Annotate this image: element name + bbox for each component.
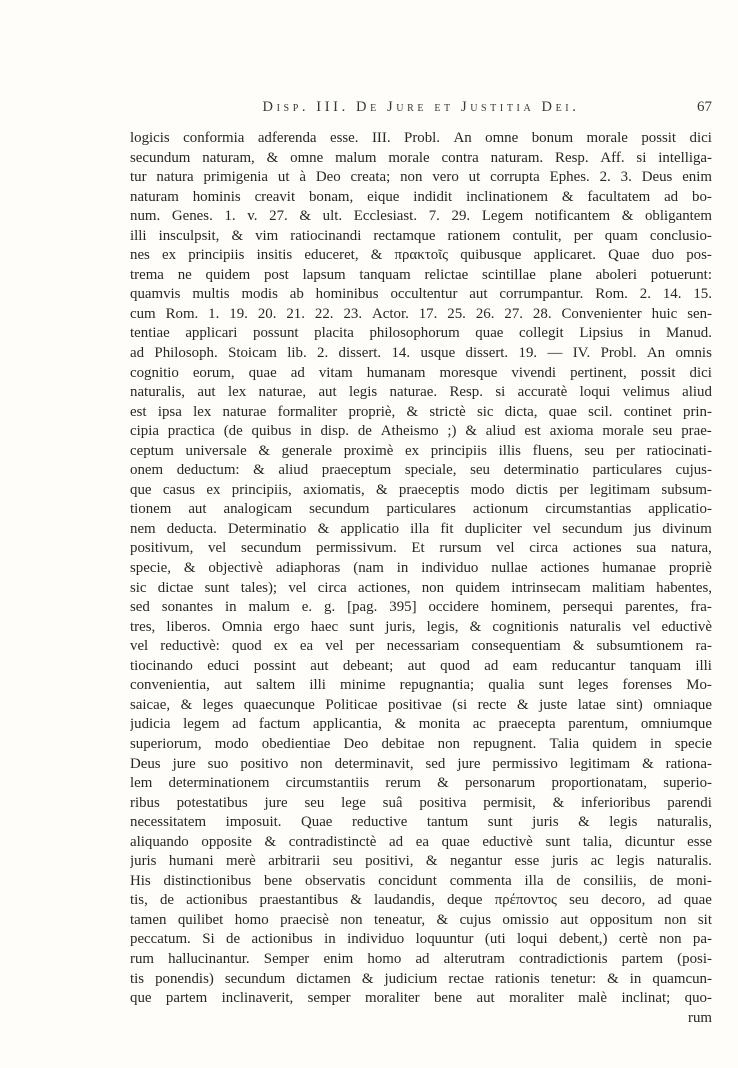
text-line: nem deducta. Determinatio & applicatio illa fit dupliciter vel secundum jus divinum	[130, 520, 712, 537]
text-line: specie, & objectivè adiaphoras (nam in individuo nullae actiones humanae propriè	[130, 560, 712, 577]
text-line: peccatum. Si de actionibus in individuo loquuntur (uti loqui debent,) certè non pa-	[130, 931, 712, 948]
text-line: convenientia, aut saltem illi minime repugnantia; qualia sunt leges forenses Mo-	[130, 677, 712, 694]
text-line: secundum naturam, & omne malum morale contra naturam. Resp. Aff. si intelliga-	[130, 149, 712, 166]
text-line: positivum, vel secundum permissivum. Et rursum vel circa actiones sua natura,	[130, 540, 712, 557]
text-line: cognitio eorum, quae ad vitam humanam moresque vivendi pertinent, possit dici	[130, 364, 712, 381]
text-line: logicis conformia adferenda esse. III. Probl. An omne bonum morale possit dici	[130, 130, 712, 146]
text-line: saicae, & leges quaecunque Politicae positivae (si recte & juste latae sint) omniaque	[130, 696, 712, 713]
text-line: naturam hominis creavit bonam, eique indidit inclinationem & facultatem ad bo-	[130, 188, 712, 205]
body-text	[130, 129, 712, 1028]
text-line: tis ponendis) secundum dictamen & judicium rectae rationis tenetur: & in quamcun-	[130, 970, 712, 987]
text-line: quamvis multis modis ab hominibus occultentur aut corrumpantur. Rom. 2. 14. 15.	[130, 286, 712, 303]
text-line: tres, liberos. Omnia ergo haec sunt juris, legis, & cognitionis naturalis vel eductivè	[130, 618, 712, 635]
text-line: ribus potestatibus jure seu lege suâ positiva permisit, & inferioribus parendi	[130, 794, 712, 811]
text-line: tiocinando educi possint aut debeant; aut quod ad eam reducantur tanquam illi	[130, 657, 712, 674]
text-line: aliquando opposite & contradistinctè ad ea quae eductivè sunt talia, dicuntur esse	[130, 833, 712, 850]
text-line: num. Genes. 1. v. 27. & ult. Ecclesiast. 7. 29. Legem notificantem & obligantem	[130, 208, 712, 225]
text-line: onem deductum: & aliud praeceptum speciale, seu determinatio particulares cujus-	[130, 462, 712, 479]
text-line: ceptum universale & generale proximè ex principiis illis fluens, seu per ratiocinati-	[130, 442, 712, 459]
page-header	[130, 99, 712, 121]
text-line: tionem aut analogicam secundum particulares actionum circumstantias applicatio-	[130, 501, 712, 518]
text-line: vel reductivè: quod ex ea vel per necessariam consequentiam & subsumtionem ra-	[130, 638, 712, 655]
text-line: que casus ex principiis, axiomatis, & praeceptis modo dictis per legitimam subsum-	[130, 481, 712, 498]
text-line: est ipsa lex naturae formaliter propriè, & strictè sic dicta, quae scil. continet prin-	[130, 403, 712, 420]
text-line: trema ne quidem post lapsum tanquam relictae scintillae plane aboleri potuerunt:	[130, 266, 712, 283]
text-line: tur natura primigenia ut à Deo creata; non vero ut corrupta Ephes. 2. 3. Deus enim	[130, 169, 712, 186]
text-line: que partem inclinaverit, semper moraliter bene aut moraliter malè inclinat; quo-	[130, 990, 712, 1007]
text-line: nes ex principiis insitis educeret, & πρακτοῖς quibusque applicaret. Quae duo pos-	[130, 247, 712, 264]
text-line: juris humani merè arbitrarii seu positivi, & negantur esse juris ac legis naturalis.	[130, 853, 712, 870]
text-line: Deus jure suo positivo non determinavit, sed jure permissivo legitimam & rationa-	[130, 755, 712, 772]
text-line: tentiae applicari possunt placita philosophorum quae collegit Lipsius in Manud.	[130, 325, 712, 342]
text-line: lem determinationem circumstantiis rerum & personarum proportionatam, superio-	[130, 775, 712, 792]
text-line: superiorum, modo obedientiae Deo debitae non repugnent. Talia quidem in specie	[130, 735, 712, 752]
text-line: cum Rom. 1. 19. 20. 21. 22. 23. Actor. 17. 25. 26. 27. 28. Convenienter huic sen-	[130, 305, 712, 322]
text-line: illi insculpsit, & vim ratiocinandi rectamque rationem contulit, per quam conclusio-	[130, 227, 712, 244]
text-line: tamen quilibet homo praecisè non teneatur, & cujus omissio aut oppositum non sit	[130, 911, 712, 928]
text-line: sic dictae sunt tales); vel circa actiones, non quidem intrinsecam malitiam habentes,	[130, 579, 712, 596]
text-line: sed sonantes in malum e. g. [pag. 395] occidere hominem, persequi parentes, fra-	[130, 599, 712, 616]
text-line: His distinctionibus bene observatis concidunt commenta illa de consiliis, de moni-	[130, 872, 712, 889]
text-line: naturalis, aut lex naturae, aut legis naturae. Resp. si accuratè loqui velimus aliud	[130, 384, 712, 401]
catchword: rum	[688, 1009, 712, 1026]
text-line: judicia legem ad factum applicantia, & monita ac praecepta parentum, omniumque	[130, 716, 712, 733]
text-line: rum hallucinantur. Semper enim homo ad alterutram contradictionis partem (posi-	[130, 950, 712, 967]
running-title: Disp. III. De Jure et Justitia Dei.	[262, 99, 580, 115]
page-number: 67	[697, 99, 712, 115]
text-line: tis, de actionibus praestantibus & laudandis, deque πρέποντος seu decoro, ad quae	[130, 892, 712, 909]
text-line: ad Philosoph. Stoicam lib. 2. dissert. 14. usque dissert. 19. — IV. Probl. An omnis	[130, 345, 712, 362]
text-line: necessitatem imposuit. Quae reductive tantum sunt juris & legis naturalis,	[130, 814, 712, 831]
text-line: cipia practica (de quibus in disp. de Atheismo ;) & aliud est axioma morale seu prae-	[130, 423, 712, 440]
